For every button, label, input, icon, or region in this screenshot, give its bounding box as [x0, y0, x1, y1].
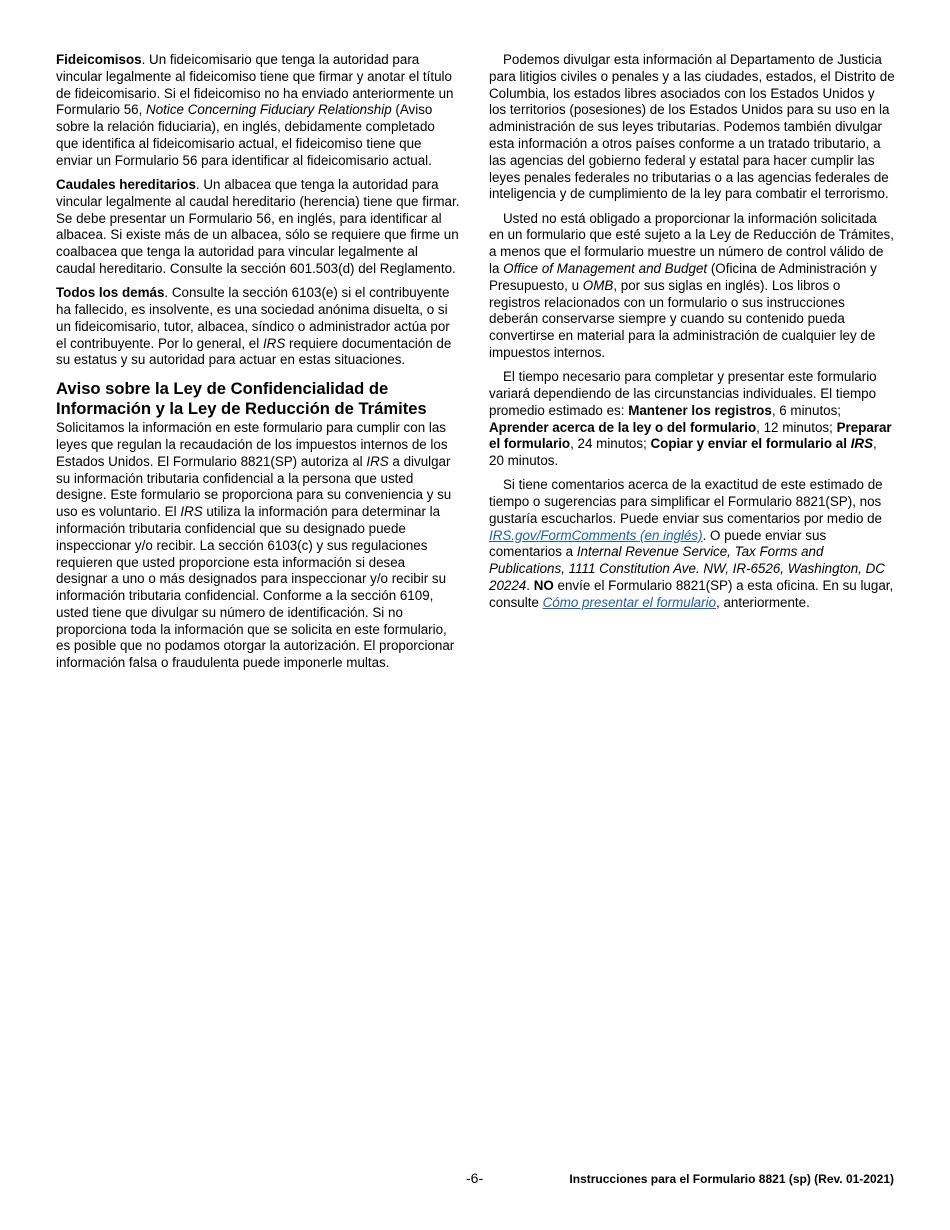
- como-presentar-link[interactable]: Cómo presentar el formulario: [542, 594, 717, 610]
- paragraph-todos: Todos los demás. Consulte la sección 6103(e) si el contribuyente ha fallecido, es insolvente, es una sociedad anónima disuelta, o si un fideicomisario, tutor, albacea, síndico o administrador actúa por el contribuyente. Por lo general, el IRS requiere documentación de su estatus y su autoridad para actuar en estas situaciones.: [56, 285, 452, 368]
- section-heading: Aviso sobre la Ley de Confidencialidad de Información y la Ley de Reducción de Trámites: [56, 379, 427, 419]
- term-fideicomisos: Fideicomisos: [56, 52, 142, 67]
- paragraph-caudales: Caudales hereditarios. Un albacea que tenga la autoridad para vincular legalmente al caudal hereditario (herencia) tiene que firmar. Se debe presentar un Formulario 56, en inglés, para identificar al albacea. Si existe más de un albacea, sólo se requiere que firme un coalbacea que tenga la autoridad para vincular legalmente al caudal hereditario. Consulte la sección 601.503(d) del Reglamento.: [56, 176, 460, 276]
- term-caudales: Caudales hereditarios: [56, 176, 196, 192]
- page-footer: [0, 1170, 950, 1190]
- paragraph-comentarios: Si tiene comentarios acerca de la exactitud de este estimado de tiempo o sugerencias para simplificar el Formulario 8821(SP), nos gustaría escucharlos. Puede enviar sus comentarios por medio de IRS.gov/FormComments (en inglés). O puede enviar sus comentarios a Internal Revenue Service, Tax Forms and Publications, 1111 Constitution Ave. NW, IR-6526, Washington, DC 20224. NO envíe el Formulario 8821(SP) a esta oficina. En su lugar, consulte Cómo presentar el formulario, anteriormente.: [489, 477, 894, 610]
- right-column: [489, 52, 895, 619]
- paragraph-divulgar: Podemos divulgar esta información al Departamento de Justicia para litigios civiles o penales y a las ciudades, estados, el Distrito de Columbia, los estados libres asociados con los Estados Unidos y los territorios (posesiones) de los Estados Unidos para su uso en la administración de sus leyes tributarias. Podemos también divulgar esta información a otros países conforme a un tratado tributario, a las agencias del gobierno federal y estatal para hacer cumplir las leyes penales federales no tributarias o a las agencias federales de inteligencia y de cumplimiento de la ley para combatir el terrorismo.: [489, 52, 895, 202]
- left-column: [56, 52, 460, 679]
- form-comments-link[interactable]: IRS.gov/FormComments (en inglés): [489, 527, 703, 543]
- term-todos: Todos los demás: [56, 285, 165, 301]
- page-number: -6-: [466, 1170, 484, 1186]
- paragraph-obligado: Usted no está obligado a proporcionar la información solicitada en un formulario que esté sujeto a la Ley de Reducción de Trámites, a menos que el formulario muestre un número de control válido de la Office of Management and Budget (Oficina de Administración y Presupuesto, u OMB, por sus siglas en inglés). Los libros o registros relacionados con un formulario o sus instrucciones deberán conservarse siempre y cuando su contenido pueda convertirse en material para la administración de cualquier ley de impuestos internos.: [489, 210, 894, 360]
- footer-title: Instrucciones para el Formulario 8821 (sp) (Rev. 01-2021): [569, 1172, 894, 1186]
- paragraph-privacy: Solicitamos la información en este formulario para cumplir con las leyes que regulan la recaudación de los impuestos internos de los Estados Unidos. El Formulario 8821(SP) autoriza al IRS a divulgar su información tributaria confidencial a la persona que usted designe. Este formulario se proporciona para su conveniencia y su uso es voluntario. El IRS utiliza la información para determinar la información tributaria confidencial que su designado puede inspeccionar y/o recibir. La sección 6103(c) y sus regulaciones requieren que usted proporcione esta información si desea designar a uno o más designados para inspeccionar y/o recibir su información tributaria confidencial. Conforme a la sección 6109, usted tiene que divulgar su número de identificación. Si no proporciona toda la información que se solicita en este formulario, es posible que no podamos otorgar la autorización. El proporcionar información falsa o fraudulenta puede imponerle multas.: [56, 420, 455, 671]
- paragraph-fideicomisos: Fideicomisos. Un fideicomisario que tenga la autoridad para vincular legalmente al fideicomiso tiene que firmar y anotar el título de fideicomisario. Si el fideicomiso no ha enviado anteriormente un Formulario 56, Notice Concerning Fiduciary Relationship (Aviso sobre la relación fiduciaria), en inglés, debidamente completado que identifica al fideicomisario actual, el fideicomiso tiene que enviar un Formulario 56 para identificar al fideicomisario actual.: [56, 52, 454, 168]
- paragraph-tiempo: El tiempo necesario para completar y presentar este formulario variará dependiendo de las circunstancias individuales. El tiempo promedio estimado es: Mantener los registros, 6 minutos; Aprender acerca de la ley o del formulario, 12 minutos; Preparar el formulario, 24 minutos; Copiar y enviar el formulario al IRS, 20 minutos.: [489, 369, 892, 469]
